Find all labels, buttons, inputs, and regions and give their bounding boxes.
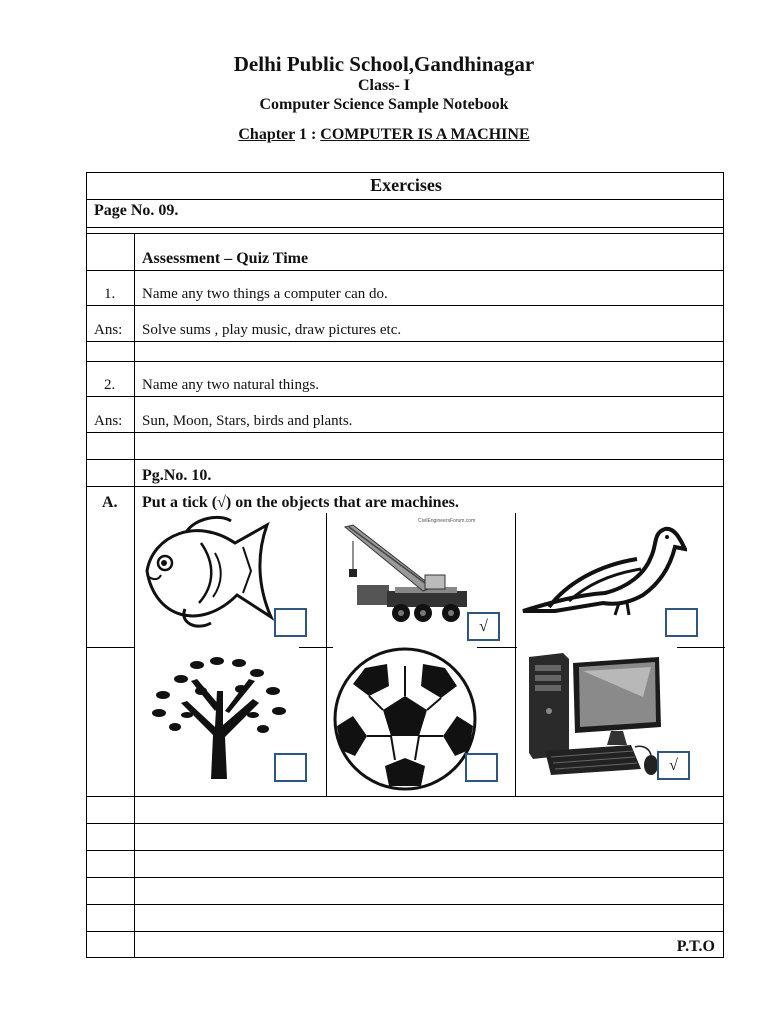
rule [87, 647, 135, 648]
rule [87, 396, 723, 397]
cell-divider [326, 513, 327, 796]
question-text: Name any two natural things. [142, 377, 320, 393]
school-name: Delhi Public School,Gandhinagar [233, 52, 535, 76]
rule [87, 233, 723, 234]
rule [87, 199, 723, 200]
chapter-title: COMPUTER IS A MACHINE [320, 126, 530, 143]
tick-box-crane[interactable]: √ [467, 612, 500, 641]
chapter-prefix: Chapter [238, 126, 295, 143]
rule [87, 796, 723, 797]
column-divider [134, 233, 135, 958]
computer-icon [523, 651, 663, 779]
question-text: Name any two things a computer can do. [142, 286, 388, 302]
rule [87, 850, 723, 851]
fish-icon [139, 513, 277, 633]
exercise-sheet [86, 172, 724, 958]
exercises-title: Exercises [370, 175, 442, 195]
task-label: A. [102, 494, 118, 511]
chapter-heading [0, 126, 768, 144]
page-turn-note: P.T.O [676, 938, 715, 955]
rule [87, 931, 723, 932]
rule [87, 305, 723, 306]
bird-icon [519, 521, 687, 617]
tick-box-fish[interactable] [274, 608, 307, 637]
tick-box-computer[interactable]: √ [657, 751, 690, 780]
rule [87, 341, 723, 342]
class-label: Class- I [357, 77, 410, 94]
rule [87, 486, 723, 487]
rule [477, 647, 517, 648]
tick-box-football[interactable] [465, 753, 498, 782]
notebook-title: Computer Science Sample Notebook [259, 96, 509, 113]
rule [87, 227, 723, 228]
question-number: 1. [104, 286, 116, 302]
rule [299, 647, 333, 648]
rule [677, 647, 725, 648]
answer-label: Ans: [94, 322, 123, 338]
crane-icon [339, 521, 471, 627]
answer-label: Ans: [94, 413, 123, 429]
question-number: 2. [104, 377, 116, 393]
image-caption: CivilEngineersForum.com [418, 518, 476, 524]
cell-divider [515, 513, 516, 796]
answer-text: Sun, Moon, Stars, birds and plants. [142, 413, 353, 429]
tick-box-tree[interactable] [274, 753, 307, 782]
rule [87, 361, 723, 362]
rule [87, 432, 723, 433]
answer-text: Solve sums , play music, draw pictures etc. [142, 322, 402, 338]
section-title: Assessment – Quiz Time [142, 250, 309, 267]
rule [87, 270, 723, 271]
page-reference: Page No. 09. [94, 202, 179, 219]
rule [87, 877, 723, 878]
task-instruction: Put a tick (√) on the objects that are machines. [142, 494, 459, 511]
page-reference-2: Pg.No. 10. [142, 467, 212, 484]
rule [87, 904, 723, 905]
tick-box-bird[interactable] [665, 608, 698, 637]
chapter-number: 1 : [294, 126, 321, 143]
rule [87, 823, 723, 824]
rule [87, 459, 723, 460]
football-icon [331, 646, 479, 792]
